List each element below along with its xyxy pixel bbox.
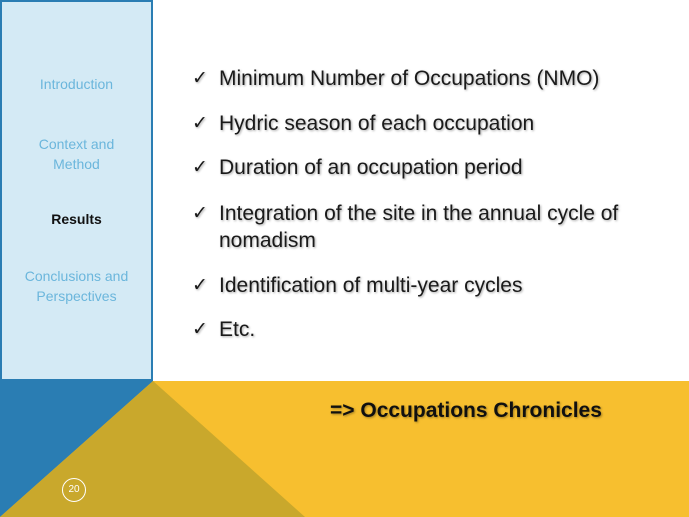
check-icon: ✓ <box>192 203 208 224</box>
nav-item-context-and-method[interactable]: Context and Method <box>38 136 115 172</box>
page-number-badge: 20 <box>62 478 86 502</box>
bullet-item <box>192 316 662 343</box>
bullet-text: Etc. <box>219 318 256 341</box>
bullet-text: Minimum Number of Occupations (NMO) <box>219 67 600 90</box>
bullet-text: Integration of the site in the annual cycle of nomadism <box>219 202 619 252</box>
bullet-text: Identification of multi-year cycles <box>219 274 523 297</box>
bullet-text: Duration of an occupation period <box>219 156 523 179</box>
nav-item-results[interactable]: Results <box>51 211 102 227</box>
bullet-item <box>192 65 662 92</box>
bullet-text: Hydric season of each occupation <box>219 112 535 135</box>
nav-item-introduction[interactable]: Introduction <box>39 76 114 92</box>
check-icon: ✓ <box>192 68 208 89</box>
check-icon: ✓ <box>192 319 208 340</box>
sidebar-nav <box>0 0 153 381</box>
bullet-item <box>192 272 662 299</box>
check-icon: ✓ <box>192 113 208 134</box>
check-icon: ✓ <box>192 157 208 178</box>
check-icon: ✓ <box>192 275 208 296</box>
nav-item-conclusions-and-perspectives[interactable]: Conclusions and Perspectives <box>24 268 129 304</box>
conclusion-text: => Occupations Chronicles <box>330 399 602 422</box>
bullet-item <box>192 154 662 181</box>
bullet-item <box>192 200 622 254</box>
bullet-item <box>192 110 662 137</box>
